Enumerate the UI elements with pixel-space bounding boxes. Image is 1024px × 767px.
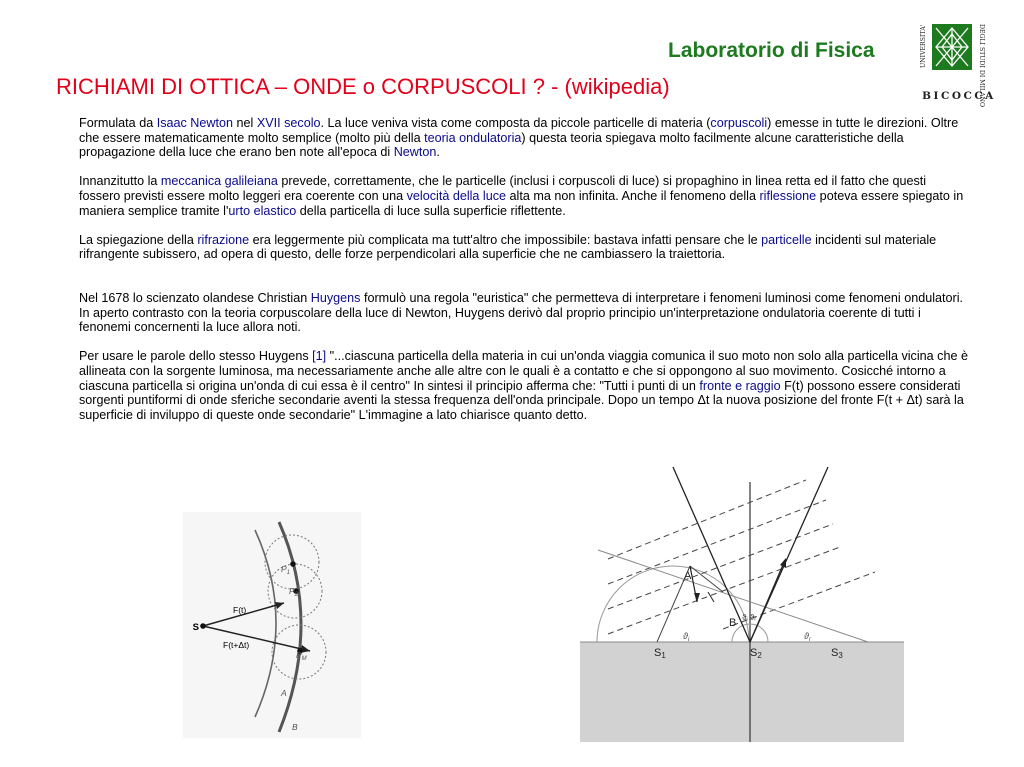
page-title: RICHIAMI DI OTTICA – ONDE o CORPUSCOLI ? - (wikipedia) [56,74,670,99]
text-link[interactable]: riflessione [759,188,817,203]
text-run: . [436,145,440,160]
text-link[interactable]: XVII secolo [256,116,321,130]
label-a: A [281,688,287,698]
label-theta-2: $ϑ_r$ [804,631,811,643]
text-run: incidenti sul materiale rifrangente subissero, ad opera di questo, delle forze perpendicolari alla superficie che ne cambiassero la traiettoria. [79,232,937,262]
text-run: ) emesse in tutte le direzioni. Oltre che essere matematicamente molto semplice (molto più della [79,116,959,145]
label-s1: S1 [654,647,666,660]
text-run: . La luce veniva vista come composta da piccole particelle di materia ( [320,116,711,130]
text-link[interactable]: corpuscoli [710,116,768,130]
label-p1: $P_1$ [281,564,291,576]
huygens-wavefront-figure [183,512,361,738]
paragraph-huygens-principle [79,349,969,422]
text-link[interactable]: rifrazione [197,232,250,247]
text-link[interactable]: velocità della luce [406,188,507,203]
text-run: Per usare le parole dello stesso Huygens [79,349,313,364]
label-s: S [192,622,199,633]
university-logo [920,22,996,108]
paragraph-galileo [79,174,969,218]
label-front-t: F(t) [233,605,247,615]
body-text [79,116,969,437]
reflection-figure [578,462,906,744]
text-link[interactable]: urto elastico [228,203,297,218]
text-link[interactable]: meccanica galileiana [160,174,278,189]
logo-side-text-right: DEGLI STUDI DI MILANO [978,24,985,108]
source-point [200,623,206,629]
text-run: F(t) possono essere considerati sorgenti puntiformi di onde sferiche secondarie aventi la stessa frequenza dell'onda principale. Dopo un tempo Δt la nuova posizione del fronte F(t + Δt) sarà la superficie di inviluppo di queste onde secondarie" L'immagine a lato chiarisce quanto detto. [79,378,964,422]
text-link[interactable]: [1] [312,349,327,364]
lab-title: Laboratorio di Fisica [668,39,875,62]
label-b: B [729,617,737,629]
label-front-t-dt: F(t+Δt) [223,640,250,650]
text-link[interactable]: fronte e raggio [699,378,781,393]
label-pm: $P_M$ [296,650,307,662]
text-link[interactable]: Newton [393,145,437,160]
text-run: Innanzitutto la [79,174,161,189]
text-run: prevede, correttamente, che le particelle (inclusi i corpuscoli di luce) si propaghino in linea retta ed il fatto che questi fossero previsti essere molto leggeri era coerente con una [79,174,927,203]
label-p2: $P_2$ [289,586,299,598]
text-run: Nel 1678 lo scienzato olandese Christian [79,290,311,305]
text-run: "...ciascuna particella della materia in cui un'onda viaggia comunica il suo moto non solo alla particella vicina che è allineata con la sorgente luminosa, ma necessariamente anche alle altre con le quali è a contatto e che si oppongono al suo movimento. Cosicché intorno a ciascuna particella si origina un'onda di cui essa è il centro" In sintesi il principio afferma che: "Tutti i punti di un [79,349,968,393]
text-run: alta ma non infinita. Anche il fenomeno della [506,188,760,203]
label-a: A [684,570,692,582]
text-link[interactable]: Huygens [310,290,361,305]
text-run: della particella di luce sulla superficie riflettente. [296,203,566,218]
paragraph-newton [79,116,969,160]
paragraph-refraction [79,233,969,262]
label-s2: S2 [750,647,762,660]
text-run: ) questa teoria spiegava molto facilmente alcune caratteristiche della propagazione della luce che erano ben note all'epoca di [79,130,904,160]
text-run: Formulata da [79,116,157,130]
text-run: poteva essere spiegato in maniera semplice tramite l' [79,188,964,218]
label-theta-1: $ϑ_i$ [683,631,690,643]
label-theta-pair: ϑᵢ ϑᵣ [742,613,757,622]
label-s3: S3 [831,647,843,660]
logo-side-text-left: UNIVERSITA' [920,24,927,68]
text-link[interactable]: teoria ondulatoria [424,130,522,145]
text-run: nel [233,116,257,130]
paragraph-huygens [79,291,969,335]
text-run: era leggermente più complicata ma tutt'altro che impossibile: bastava infatti pensare che le [249,232,762,247]
reflecting-medium [580,642,904,742]
text-run: La spiegazione della [79,232,198,247]
text-run: formulò una regola "euristica" che permetteva di interpretare i fenomeni luminosi come fenomeni ondulatori. In aperto contrasto con la teoria corpuscolare della luce di Newton, Huygens derivò dal proprio principio un'interpretazione ondulatoria coerente di tutti i fenonemi concernenti la luce allora noti. [79,290,964,335]
text-link[interactable]: Isaac Newton [156,116,234,130]
logo-bicocca: BICOCCA [922,90,996,102]
label-b: B [292,722,298,732]
text-link[interactable]: particelle [761,232,812,247]
